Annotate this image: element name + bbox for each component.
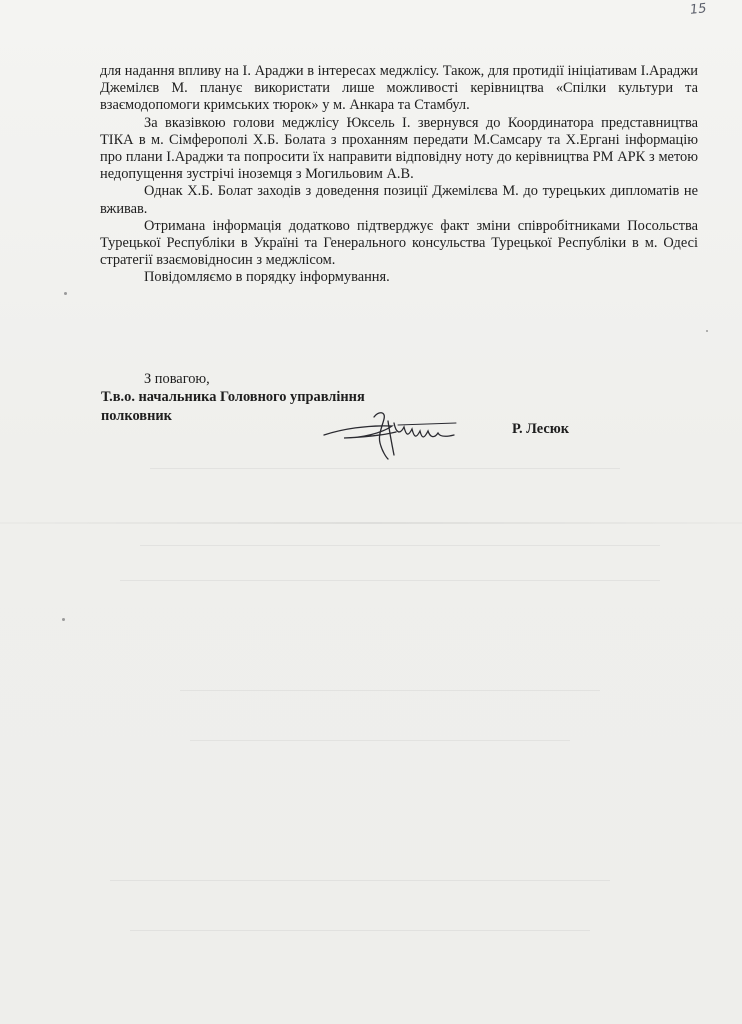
paragraph-confirmation: Отримана інформація додатково підтверджує факт зміни співробітниками Посольства Турецької Республіки в Україні та Генерального консульства Турецької Республіки в м. Одесі стратегії взаємовідносин з меджлісом. <box>100 217 698 269</box>
bleed-through-line <box>180 690 600 691</box>
signer-name: Р. Лесюк <box>512 421 570 437</box>
paragraph-bolat: Однак Х.Б. Болат заходів з доведення позиції Джемілєва М. до турецьких дипломатів не вживав. <box>100 183 698 217</box>
letter-body <box>100 63 698 287</box>
bleed-through-line <box>120 580 660 581</box>
handwritten-signature <box>322 405 462 463</box>
closing-salutation: З повагою, <box>144 371 210 387</box>
scan-speck <box>62 618 65 621</box>
bleed-through-line <box>140 545 660 546</box>
signer-rank: полковник <box>101 408 172 424</box>
bleed-through-line <box>190 740 570 741</box>
bleed-through-line <box>110 880 610 881</box>
paragraph-instruction: За вказівкою голови меджлісу Юксель І. звернувся до Координатора представництва ТІКА в м. Сімферополі Х.Б. Болата з проханням передати М.Самсару та Х.Ергані інформацію про плани І.Араджи та попросити їх направити відповідну ноту до керівництва РМ АРК з метою недопущення зустрічі іноземця з Могильовим А.В. <box>100 114 698 183</box>
paragraph-continuation: для надання впливу на І. Араджи в інтересах меджлісу. Також, для протидії ініціативам І.Араджи Джемілєв М. планує використати лише можливості керівництва «Спілки культури та взаємодопомоги кримських тюрок» у м. Анкара та Стамбул. <box>100 63 698 114</box>
scan-speck <box>706 330 708 332</box>
paragraph-notice: Повідомляємо в порядку інформування. <box>144 269 390 286</box>
bleed-through-line <box>130 930 590 931</box>
signer-title: Т.в.о. начальника Головного управління <box>101 389 365 405</box>
page-number: 15 <box>689 1 708 18</box>
fold-line <box>0 522 742 524</box>
scan-speck <box>64 292 67 295</box>
bleed-through-line <box>150 468 620 469</box>
